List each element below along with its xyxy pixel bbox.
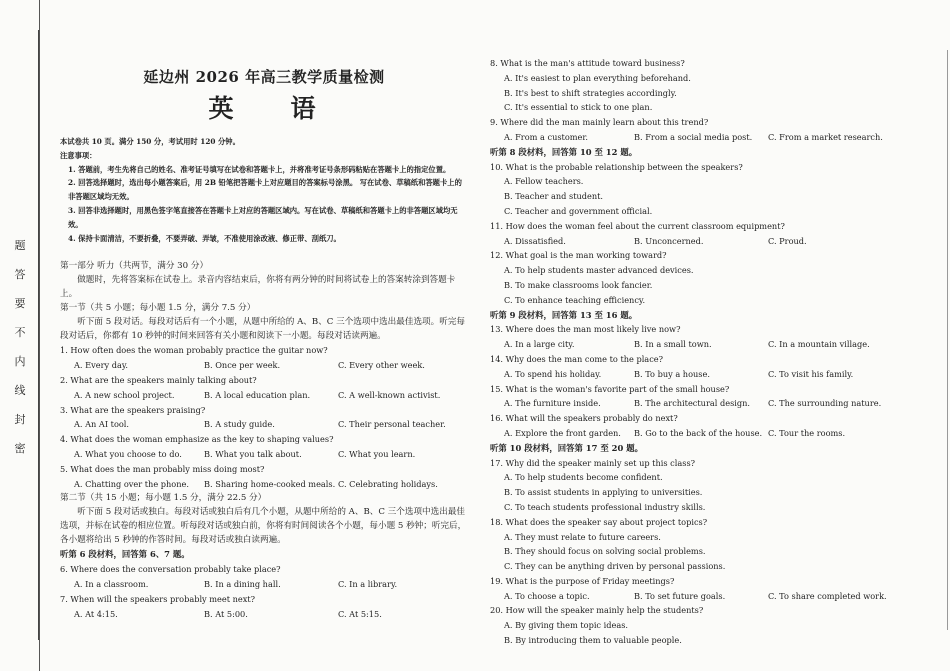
- notice-point: 1. 答题前，考生先将自己的姓名、准考证号填写在试卷和答题卡上，并将准考证号条形码粘贴在答题卡上的指定位置。: [68, 164, 451, 174]
- notice-point: 2. 回答选择题时，选出每小题答案后，用 2B 铅笔把答题卡上对应题目的答案标号涂黑。 写在试卷、草稿纸和答题卡上的非答题区域均无效。: [68, 178, 462, 202]
- option-b[interactable]: B. To assist students in applying to universities.: [504, 487, 703, 498]
- page-edge: [947, 50, 948, 630]
- option-b[interactable]: B. From a social media post.: [634, 131, 753, 142]
- option-a[interactable]: A. To help students become confident.: [504, 472, 663, 483]
- question-4: [60, 432, 468, 462]
- options: [490, 426, 890, 441]
- option-c[interactable]: C. It's essential to stick to one plan.: [504, 102, 653, 113]
- question-14: [490, 352, 890, 382]
- seal-char: 不: [14, 326, 26, 339]
- option-b[interactable]: B. In a small town.: [634, 339, 712, 350]
- question-2: [60, 373, 468, 403]
- option-c[interactable]: C. Proud.: [768, 235, 807, 246]
- material-header: 听第 8 段材料，回答第 10 至 12 题。: [490, 146, 638, 157]
- section2-title: 第二节（共 15 小题；每小题 1.5 分，满分 22.5 分）: [60, 493, 267, 504]
- exam-title: 延边州 2026 年高三教学质量检测: [143, 68, 385, 86]
- notice-heading: 注意事项：: [60, 150, 97, 160]
- seal-char: 封: [14, 413, 26, 426]
- options: [490, 589, 890, 604]
- option-b[interactable]: B. Unconcerned.: [634, 235, 704, 246]
- options: [490, 337, 890, 352]
- option-a[interactable]: A. Explore the front garden.: [504, 427, 621, 438]
- question-15: [490, 382, 890, 412]
- question-text: 11. How does the woman feel about the current classroom equipment?: [490, 220, 785, 231]
- notice-point: 4. 保持卡面清洁，不要折叠，不要弄破、弄皱，不准使用涂改液、修正带、刮纸刀。: [68, 233, 341, 243]
- options: [60, 607, 468, 622]
- option-a[interactable]: A. To spend his holiday.: [504, 368, 602, 379]
- material-header: 听第 10 段材料，回答第 17 至 20 题。: [490, 442, 643, 453]
- option-a[interactable]: A. They must relate to future careers.: [504, 531, 661, 542]
- question-text: 2. What are the speakers mainly talking about?: [60, 374, 257, 385]
- option-b[interactable]: B. Go to the back of the house.: [634, 427, 763, 438]
- seal-char: 线: [14, 384, 26, 397]
- question-13: [490, 322, 890, 352]
- option-a[interactable]: A. An AI tool.: [74, 419, 130, 430]
- question-text: 13. Where does the man most likely live now?: [490, 324, 681, 335]
- seal-char: 密: [14, 442, 26, 455]
- option-c[interactable]: C. Teacher and government official.: [504, 205, 653, 216]
- option-b[interactable]: B. They should focus on solving social problems.: [504, 546, 706, 557]
- question-text: 15. What is the woman's favorite part of the small house?: [490, 383, 730, 394]
- option-b[interactable]: B. To buy a house.: [634, 368, 710, 379]
- question-text: 10. What is the probable relationship between the speakers?: [490, 161, 743, 172]
- question-text: 12. What goal is the man working toward?: [490, 250, 667, 261]
- question-text: 1. How often does the woman probably practice the guitar now?: [60, 345, 328, 356]
- material-header: 听第 6 段材料，回答第 6、7 题。: [60, 549, 190, 560]
- question-12: [490, 248, 890, 307]
- section1-intro: 听下面 5 段对话。每段对话后有一个小题，从题中所给的 A、B、C 三个选项中选出最佳选项。听完每段对话后，你都有 10 秒钟的时间来回答有关小题和阅读下一小题。每段对话读两遍。: [60, 317, 466, 342]
- option-b[interactable]: B. Sharing home-cooked meals.: [204, 478, 336, 489]
- binding-margin: [0, 0, 40, 671]
- question-text: 17. Why did the speaker mainly set up this class?: [490, 457, 696, 468]
- options: [490, 396, 890, 411]
- option-a[interactable]: A. Chatting over the phone.: [74, 478, 189, 489]
- question-16: [490, 411, 890, 441]
- question-text: 9. Where did the man mainly learn about this trend?: [490, 117, 709, 128]
- question-17: [490, 456, 890, 515]
- option-c[interactable]: C. From a market research.: [768, 131, 883, 142]
- options: [60, 388, 468, 403]
- option-a[interactable]: A. In a classroom.: [74, 578, 149, 589]
- option-a[interactable]: A. Fellow teachers.: [504, 176, 584, 187]
- option-c[interactable]: C. Tour the rooms.: [768, 427, 846, 438]
- option-a[interactable]: A. In a large city.: [504, 339, 575, 350]
- option-a[interactable]: A. It's easiest to plan everything beforehand.: [504, 72, 691, 83]
- question-9: [490, 115, 890, 145]
- option-c[interactable]: C. Celebrating holidays.: [338, 478, 438, 489]
- option-a[interactable]: A. Every day.: [74, 360, 128, 371]
- option-c[interactable]: C. In a library.: [338, 578, 398, 589]
- option-c[interactable]: C. The surrounding nature.: [768, 398, 882, 409]
- option-c[interactable]: C. What you learn.: [338, 448, 416, 459]
- subject-title: 英 语: [208, 94, 332, 123]
- question-18: [490, 515, 890, 574]
- options: [490, 367, 890, 382]
- question-text: 8. What is the man's attitude toward business?: [490, 58, 685, 68]
- options: [60, 447, 468, 462]
- question-8: [490, 56, 890, 115]
- option-c[interactable]: C. A well-known activist.: [338, 389, 441, 400]
- options: [490, 234, 890, 249]
- option-c[interactable]: C. In a mountain village.: [768, 339, 870, 350]
- option-a[interactable]: A. Dissatisfied.: [504, 235, 566, 246]
- option-b[interactable]: B. A local education plan.: [204, 389, 311, 400]
- option-b[interactable]: B. The architectural design.: [634, 398, 751, 409]
- options: [60, 417, 468, 432]
- notice-point: 3. 回答非选择题时，用黑色签字笔直接答在答题卡上对应的答题区域内。写在试卷、草稿纸和答题卡上的非答题区域均无效。: [68, 205, 458, 229]
- question-19: [490, 574, 890, 604]
- option-a[interactable]: A. From a customer.: [504, 131, 588, 142]
- option-c[interactable]: C. Every other week.: [338, 360, 425, 371]
- option-c[interactable]: C. To visit his family.: [768, 368, 854, 379]
- option-a[interactable]: A. By giving them topic ideas.: [504, 620, 629, 631]
- option-a[interactable]: A. What you choose to do.: [74, 448, 182, 459]
- seal-notice: [10, 240, 30, 454]
- option-a[interactable]: A. At 4:15.: [74, 608, 118, 619]
- options: [490, 130, 890, 145]
- option-c[interactable]: C. They can be anything driven by personal passions.: [504, 561, 726, 572]
- right-column: [490, 56, 890, 648]
- option-b[interactable]: B. It's best to shift strategies accordingly.: [504, 87, 677, 98]
- option-b[interactable]: B. What you talk about.: [204, 448, 302, 459]
- question-text: 7. When will the speakers probably meet next?: [60, 593, 256, 604]
- section1-title: 第一节（共 5 小题；每小题 1.5 分，满分 7.5 分）: [60, 303, 256, 314]
- option-a[interactable]: A. A new school project.: [74, 389, 175, 400]
- seal-char: 内: [14, 355, 26, 368]
- question-text: 4. What does the woman emphasize as the key to shaping values?: [60, 434, 334, 445]
- left-column: [60, 60, 468, 621]
- option-a[interactable]: A. To choose a topic.: [504, 590, 590, 601]
- section2-intro: 听下面 5 段对话或独白。每段对话或独白后有几个小题，从题中所给的 A、B、C 三个选项中选出最佳选项，并标在试卷的相应位置。听每段对话或独白前，你将有时间阅读各个小题，每小题 5 秒钟；听完后，各小题将给出 5 秒钟的作答时间。每段对话或独白读两遍。: [60, 507, 467, 546]
- question-text: 6. Where does the conversation probably take place?: [60, 564, 281, 575]
- question-3: [60, 403, 468, 433]
- options: [60, 577, 468, 592]
- binding-line: [38, 30, 39, 640]
- option-b[interactable]: B. By introducing them to valuable people.: [504, 635, 682, 646]
- question-5: [60, 462, 468, 492]
- option-c[interactable]: C. Their personal teacher.: [338, 419, 446, 430]
- seal-char: 题: [14, 239, 26, 252]
- question-text: 20. How will the speaker mainly help the students?: [490, 605, 704, 616]
- option-b[interactable]: B. To set future goals.: [634, 590, 726, 601]
- question-20: [490, 603, 890, 647]
- seal-char: 答: [14, 268, 26, 281]
- option-b[interactable]: B. Teacher and student.: [504, 191, 604, 202]
- question-text: 18. What does the speaker say about project topics?: [490, 516, 708, 527]
- option-b[interactable]: B. In a dining hall.: [204, 578, 281, 589]
- instructions: [60, 135, 468, 245]
- option-b[interactable]: B. Once per week.: [204, 360, 281, 371]
- question-text: 14. Why does the man come to the place?: [490, 353, 664, 364]
- options: [60, 477, 468, 492]
- option-c[interactable]: C. To teach students professional industry skills.: [504, 501, 706, 512]
- option-b[interactable]: B. To make classrooms look fancier.: [504, 279, 653, 290]
- option-b[interactable]: B. A study guide.: [204, 419, 275, 430]
- seal-char: 要: [14, 297, 26, 310]
- option-b[interactable]: B. At 5:00.: [204, 608, 248, 619]
- option-a[interactable]: A. To help students master advanced devices.: [504, 265, 694, 276]
- question-text: 19. What is the purpose of Friday meetings?: [490, 575, 675, 586]
- part1-title: 第一部分 听力（共两节，满分 30 分）: [60, 261, 209, 272]
- question-1: [60, 343, 468, 373]
- option-c[interactable]: C. To enhance teaching efficiency.: [504, 294, 646, 305]
- part1-intro: 做题时，先将答案标在试卷上。录音内容结束后，你将有两分钟的时间将试卷上的答案转涂到答题卡上。: [60, 275, 456, 300]
- question-6: [60, 562, 468, 592]
- option-c[interactable]: C. To share completed work.: [768, 590, 887, 601]
- question-10: [490, 160, 890, 219]
- question-text: 3. What are the speakers praising?: [60, 404, 206, 415]
- question-11: [490, 219, 890, 249]
- question-text: 5. What does the man probably miss doing most?: [60, 463, 265, 474]
- exam-info: 本试卷共 10 页。满分 150 分，考试用时 120 分钟。: [60, 137, 240, 146]
- question-7: [60, 592, 468, 622]
- options: [60, 358, 468, 373]
- option-a[interactable]: A. The furniture inside.: [504, 398, 601, 409]
- question-text: 16. What will the speakers probably do next?: [490, 413, 678, 424]
- option-c[interactable]: C. At 5:15.: [338, 608, 382, 619]
- material-header: 听第 9 段材料，回答第 13 至 16 题。: [490, 309, 638, 320]
